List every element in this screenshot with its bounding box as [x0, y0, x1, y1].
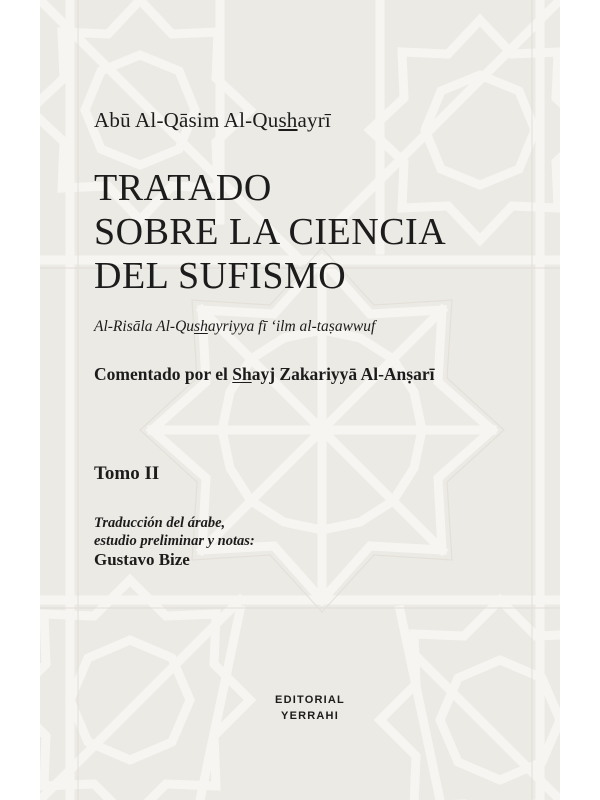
publisher-line: EDITORIAL — [275, 694, 345, 706]
commentary-line — [94, 364, 434, 385]
publisher-logo — [260, 692, 360, 724]
publisher-line: YERRAHI — [281, 710, 339, 722]
volume-label: Tomo II — [94, 463, 160, 484]
title-line: SOBRE LA CIENCIA — [94, 211, 447, 253]
author-name — [94, 108, 331, 133]
translator-name: Gustavo Bize — [94, 550, 190, 569]
credits-line: Traducción del árabe, — [94, 515, 226, 531]
commentary-part: ayj Zakariyyā Al-Anṣarī — [251, 364, 435, 384]
author-name-sh: sh — [278, 108, 298, 132]
translation-credits — [94, 514, 255, 550]
book-cover — [40, 0, 560, 800]
title-line: TRATADO — [94, 167, 272, 209]
commentary-sh: Sh — [232, 364, 252, 384]
arabic-title-part: Al-Risāla Al-Qu — [94, 318, 195, 335]
credits-line: estudio preliminar y notas: — [94, 533, 255, 549]
arabic-title-sh: sh — [194, 318, 208, 335]
commentary-part: Comentado por el — [94, 364, 233, 384]
title-line: DEL SUFISMO — [94, 255, 347, 297]
book-title — [94, 166, 446, 298]
author-name-part: ayrī — [297, 108, 331, 132]
author-name-part: Abū Al-Qāsim Al-Qu — [94, 108, 279, 132]
arabic-title-part: ayriyya fī ‘ilm al-taṣawwuf — [207, 318, 376, 335]
arabic-title — [94, 318, 375, 336]
